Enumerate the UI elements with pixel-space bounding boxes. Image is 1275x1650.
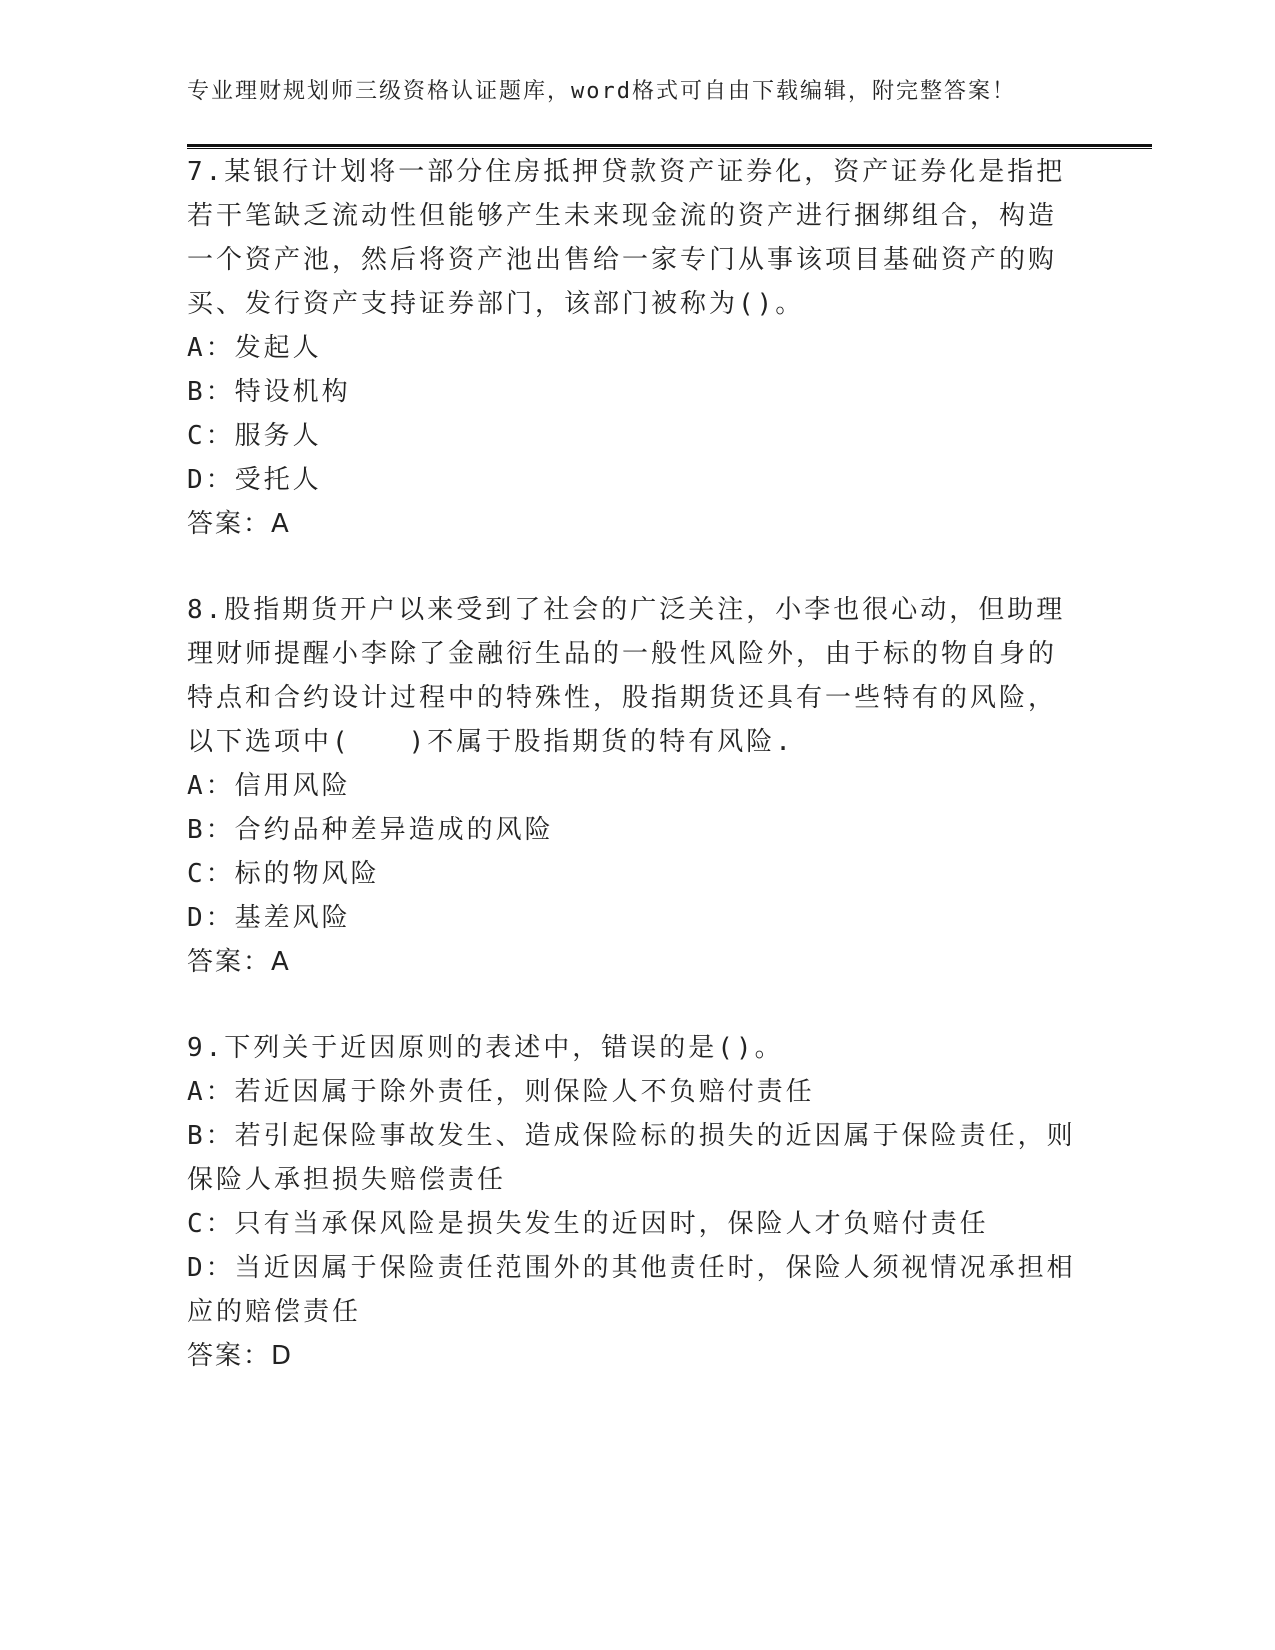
- question-8-option-c: C：标的物风险: [187, 859, 380, 889]
- question-7-line-3: 一个资产池，然后将资产池出售给一家专门从事该项目基础资产的购: [187, 245, 1058, 275]
- question-8-line-2: 理财师提醒小李除了金融衍生品的一般性风险外，由于标的物自身的: [187, 639, 1058, 669]
- question-7-line-4: 买、发行资产支持证券部门，该部门被称为()。: [187, 289, 805, 319]
- question-7-line-2: 若干笔缺乏流动性但能够产生未来现金流的资产进行捆绑组合，构造: [187, 201, 1058, 231]
- question-9-answer: 答案：D: [187, 1341, 294, 1371]
- question-9-option-c: C：只有当承保风险是损失发生的近因时，保险人才负赔付责任: [187, 1209, 989, 1239]
- document-header: 专业理财规划师三级资格认证题库，word格式可自由下载编辑，附完整答案！: [187, 79, 1016, 104]
- question-9-option-a: A：若近因属于除外责任，则保险人不负赔付责任: [187, 1077, 815, 1107]
- question-9-line-1: 9.下列关于近因原则的表述中，错误的是()。: [187, 1033, 784, 1063]
- question-9-option-b-cont: 保险人承担损失赔偿责任: [187, 1165, 507, 1195]
- question-8-option-d: D：基差风险: [187, 903, 351, 933]
- question-9-option-d: D：当近因属于保险责任范围外的其他责任时，保险人须视情况承担相: [187, 1253, 1076, 1283]
- question-7-option-d: D：受托人: [187, 465, 322, 495]
- question-7-option-a: A：发起人: [187, 333, 322, 363]
- question-8-option-b: B：合约品种差异造成的风险: [187, 815, 554, 845]
- question-7-line-1: 7.某银行计划将一部分住房抵押贷款资产证券化，资产证券化是指把: [187, 157, 1066, 187]
- question-7-option-b: B：特设机构: [187, 377, 351, 407]
- question-9-option-d-cont: 应的赔偿责任: [187, 1297, 362, 1327]
- question-8-line-4: 以下选项中( )不属于股指期货的特有风险.: [187, 727, 794, 757]
- question-8-answer: 答案：A: [187, 947, 291, 977]
- question-8-line-3: 特点和合约设计过程中的特殊性，股指期货还具有一些特有的风险，: [187, 683, 1058, 713]
- question-8-line-1: 8.股指期货开户以来受到了社会的广泛关注，小李也很心动，但助理: [187, 595, 1066, 625]
- header-divider: [187, 144, 1152, 149]
- question-7-option-c: C：服务人: [187, 421, 322, 451]
- question-8-option-a: A：信用风险: [187, 771, 351, 801]
- question-7-answer: 答案：A: [187, 509, 291, 539]
- question-9-option-b: B：若引起保险事故发生、造成保险标的损失的近因属于保险责任，则: [187, 1121, 1076, 1151]
